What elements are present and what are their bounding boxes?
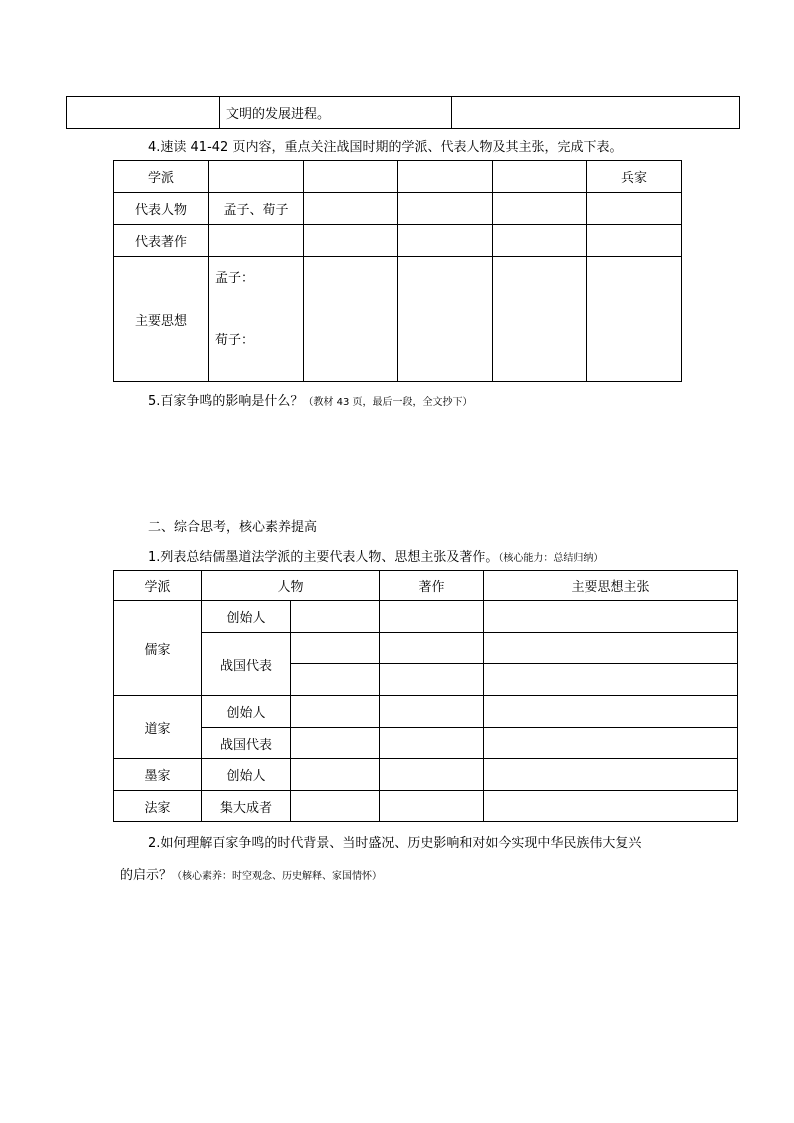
- q4-cell: [304, 257, 398, 382]
- q4-cell: [587, 257, 682, 382]
- q4-header-rep: 代表人物: [114, 193, 209, 225]
- q5-line: [148, 390, 473, 409]
- table-cell: [380, 791, 484, 822]
- q4-cell: [398, 257, 493, 382]
- q4-table: [113, 160, 682, 382]
- top-cell-3: [452, 97, 740, 129]
- q4-cell: [493, 193, 587, 225]
- q4-cell: [304, 193, 398, 225]
- q4-cell: [398, 193, 493, 225]
- q4-cell: [587, 225, 682, 257]
- table-cell: [291, 791, 380, 822]
- q4-mengzi: 孟子：: [215, 271, 255, 286]
- school-fajia: 法家: [114, 791, 202, 822]
- table-cell: [291, 728, 380, 759]
- s2-q1-note: （核心能力：总结归纳）: [498, 553, 604, 564]
- table-cell: [291, 664, 380, 696]
- table-cell: [380, 696, 484, 728]
- header-works: 著作: [380, 571, 484, 601]
- table-cell: [484, 728, 738, 759]
- table-cell: [380, 601, 484, 633]
- q5-text: 5.百家争鸣的影响是什么？: [148, 394, 304, 409]
- table-cell: [291, 759, 380, 791]
- table-cell: [380, 664, 484, 696]
- role-warring: 战国代表: [202, 633, 291, 696]
- section2-heading: 二、综合思考，核心素养提高: [148, 520, 318, 535]
- q4-cell: [209, 161, 304, 193]
- top-cell-1: [67, 97, 220, 129]
- table-cell: [484, 791, 738, 822]
- school-rujia: 儒家: [114, 601, 202, 696]
- top-cell-2: [220, 97, 452, 129]
- summary-table: [113, 570, 738, 822]
- q4-header-thought: 主要思想: [114, 257, 209, 382]
- s2-q2-note: （核心素养：时空观念、历史解释、家国情怀）: [172, 871, 383, 882]
- q4-thought-confucian: [209, 257, 304, 382]
- table-cell: [484, 601, 738, 633]
- top-table: [66, 96, 740, 129]
- s2-q2-line1: 2.如何理解百家争鸣的时代背景、当时盛况、历史影响和对如今实现中华民族伟大复兴: [148, 836, 642, 851]
- table-cell: [484, 696, 738, 728]
- q4-cell: [304, 161, 398, 193]
- s2-q1-line: [148, 546, 603, 565]
- q4-cell: [493, 161, 587, 193]
- header-school: 学派: [114, 571, 202, 601]
- q4-cell: [493, 257, 587, 382]
- q4-header-school: 学派: [114, 161, 209, 193]
- role-master: 集大成者: [202, 791, 291, 822]
- table-cell: [484, 759, 738, 791]
- top-cell-text: 文明的发展进程。: [226, 107, 331, 122]
- s2-q2-line2: [120, 864, 382, 883]
- q4-rep-confucian: 孟子、荀子: [209, 193, 304, 225]
- table-cell: [484, 633, 738, 664]
- q4-cell: [587, 193, 682, 225]
- q4-cell: [398, 225, 493, 257]
- table-cell: [380, 728, 484, 759]
- school-daojia: 道家: [114, 696, 202, 759]
- school-mojia: 墨家: [114, 759, 202, 791]
- table-cell: [291, 633, 380, 664]
- q5-note: （教材 43 页，最后一段，全文抄下）: [303, 397, 473, 408]
- q4-xunzi: 荀子：: [215, 333, 255, 348]
- q4-text: 4.速读 41-42 页内容，重点关注战国时期的学派、代表人物及其主张，完成下表。: [148, 140, 623, 155]
- table-cell: [380, 633, 484, 664]
- s2-q2-text: 的启示？: [120, 868, 173, 883]
- q4-bingjia: 兵家: [587, 161, 682, 193]
- table-cell: [291, 601, 380, 633]
- role-warring: 战国代表: [202, 728, 291, 759]
- s2-q1-text: 1.列表总结儒墨道法学派的主要代表人物、思想主张及著作。: [148, 550, 499, 565]
- q4-cell: [304, 225, 398, 257]
- header-person: 人物: [202, 571, 380, 601]
- table-cell: [484, 664, 738, 696]
- role-founder: 创始人: [202, 601, 291, 633]
- table-cell: [380, 759, 484, 791]
- role-founder: 创始人: [202, 696, 291, 728]
- q4-cell: [209, 225, 304, 257]
- table-cell: [291, 696, 380, 728]
- header-thought: 主要思想主张: [484, 571, 738, 601]
- q4-cell: [398, 161, 493, 193]
- q4-header-works: 代表著作: [114, 225, 209, 257]
- role-founder: 创始人: [202, 759, 291, 791]
- q4-cell: [493, 225, 587, 257]
